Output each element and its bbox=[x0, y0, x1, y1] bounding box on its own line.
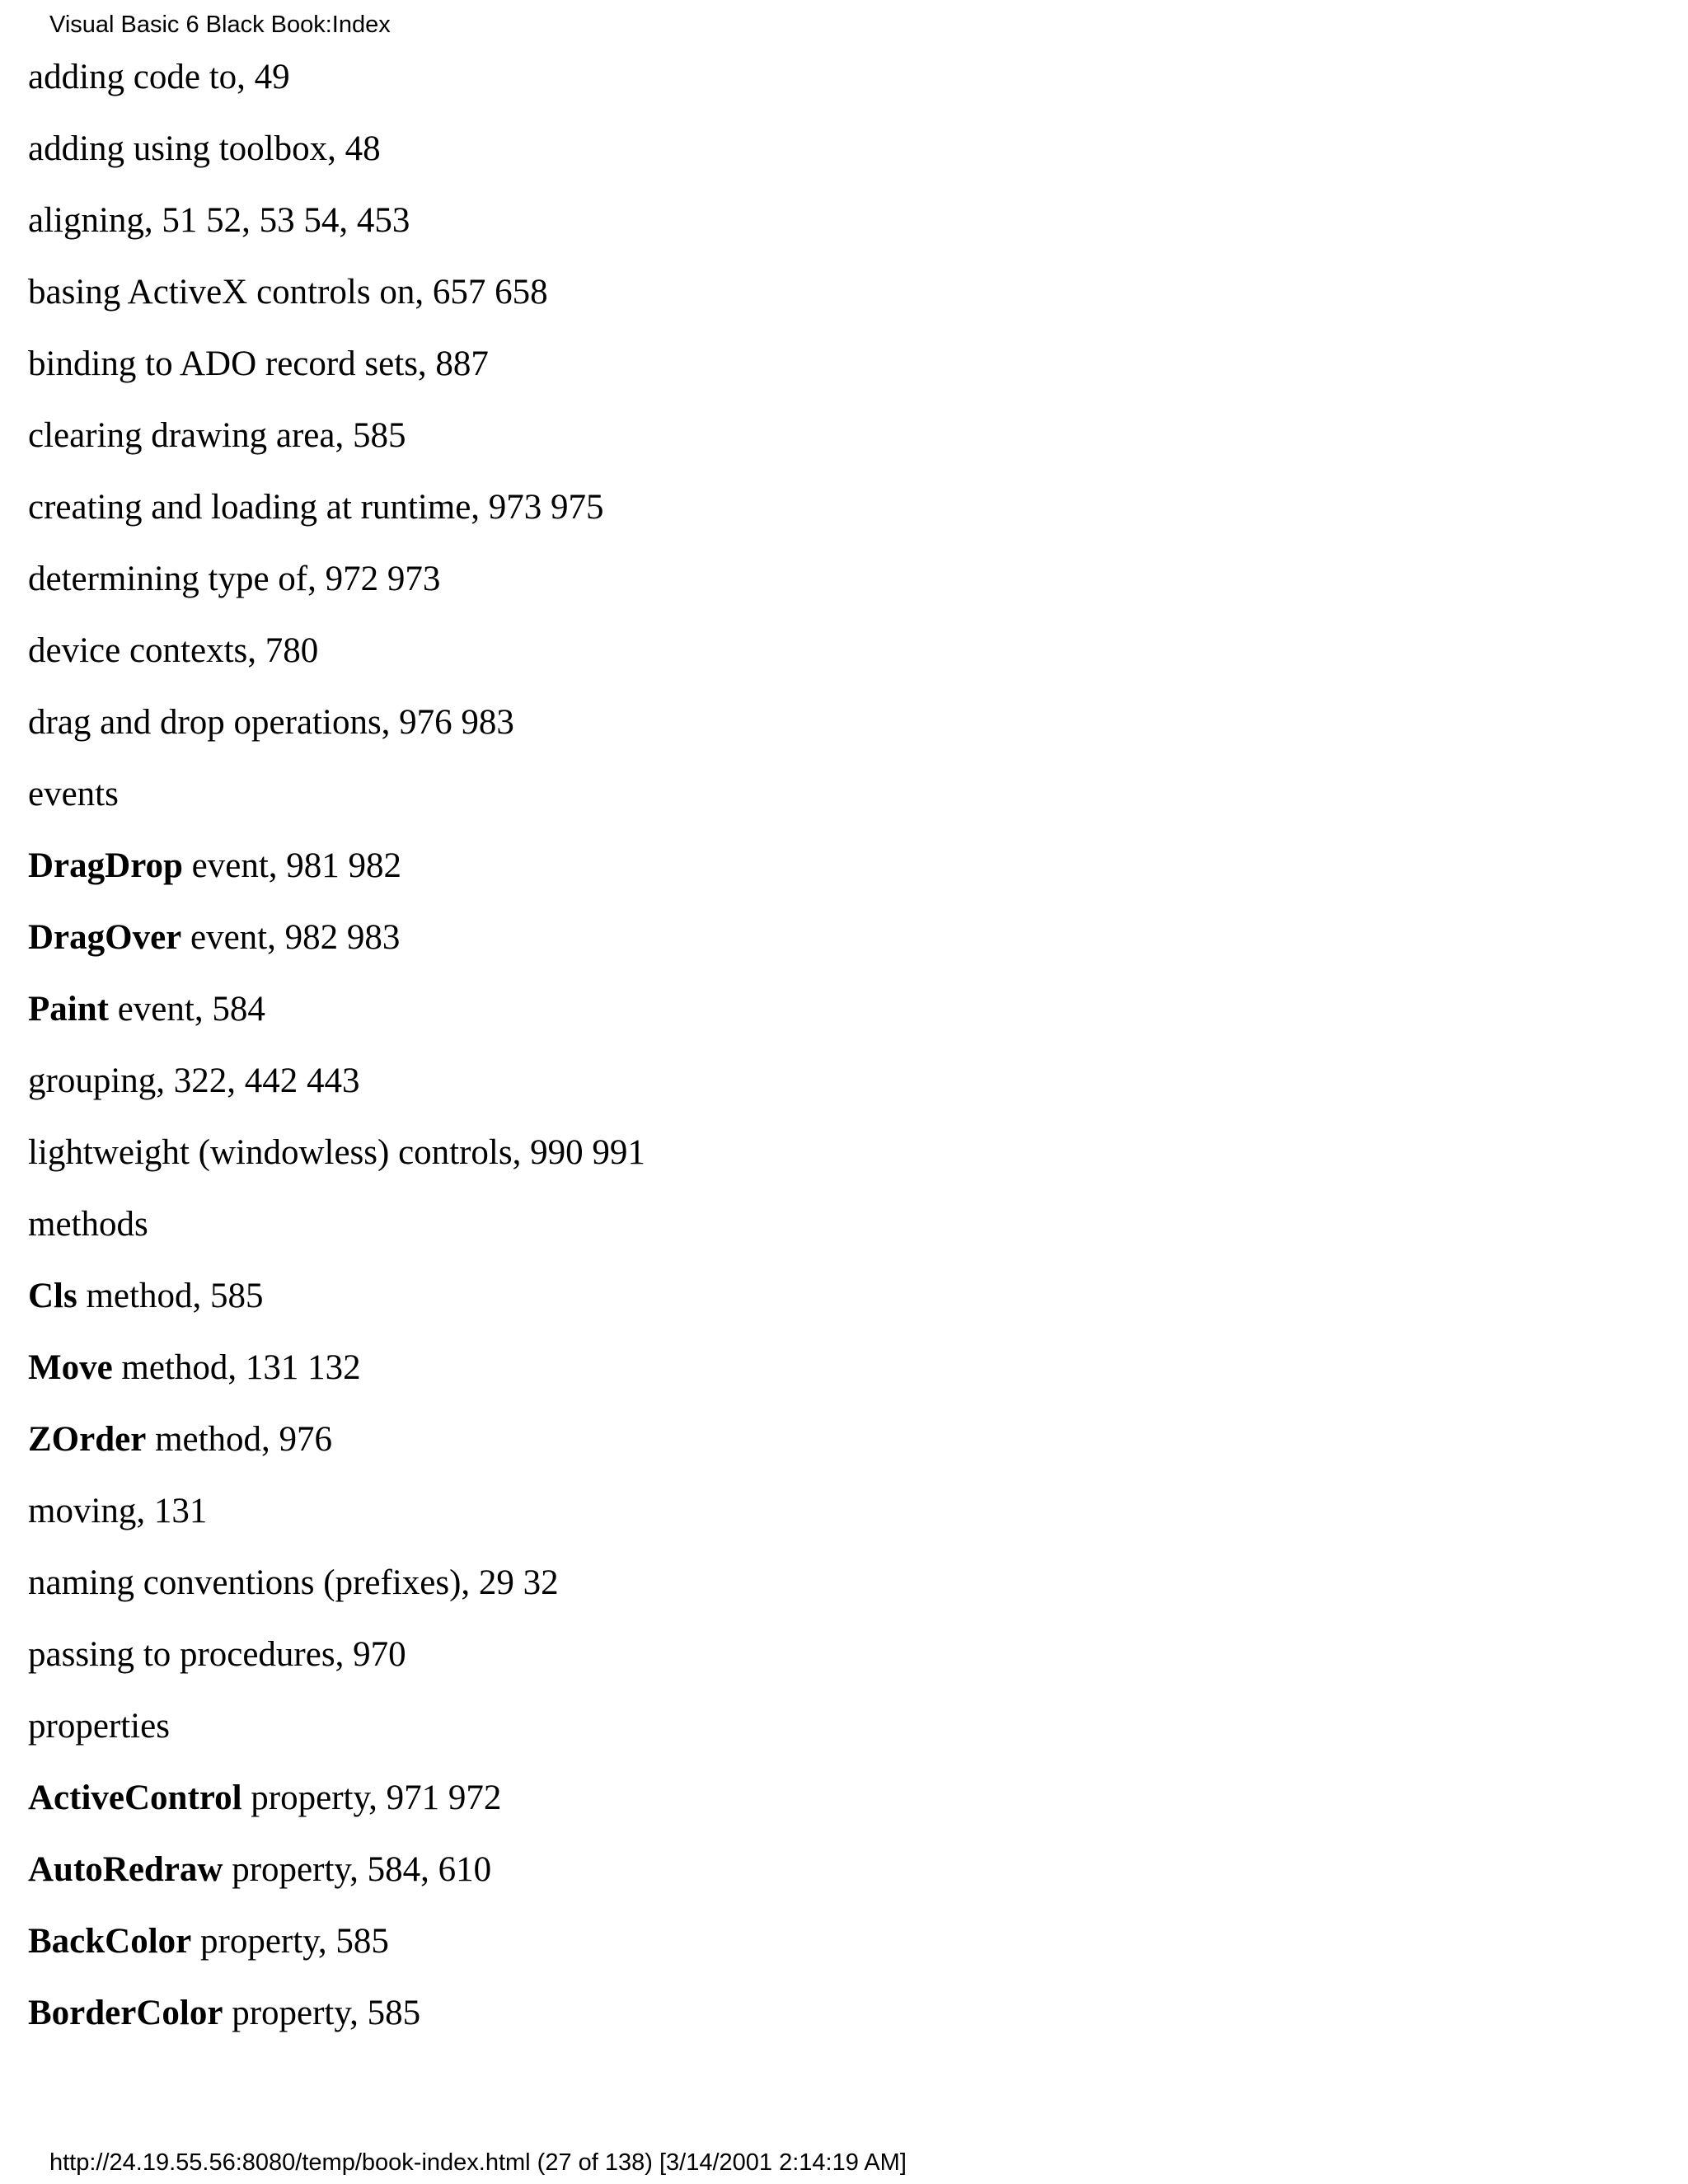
index-entry bbox=[28, 1558, 645, 1630]
index-entry-text: property, 971 972 bbox=[241, 1779, 502, 1817]
index-entry bbox=[28, 985, 645, 1057]
index-entry-text: event, 982 983 bbox=[181, 918, 401, 957]
index-entry-text: property, 585 bbox=[223, 1994, 421, 2032]
index-entry-text: naming conventions (prefixes), 29 32 bbox=[28, 1563, 559, 1602]
index-entry bbox=[28, 698, 645, 770]
index-entry-text: event, 584 bbox=[108, 990, 265, 1029]
index-entry bbox=[28, 1272, 645, 1343]
index-entry bbox=[28, 841, 645, 913]
index-term-bold: BorderColor bbox=[28, 1994, 223, 2032]
index-entry bbox=[28, 913, 645, 985]
index-entry bbox=[28, 555, 645, 626]
index-entry bbox=[28, 1917, 645, 1989]
index-entry-text: adding code to, 49 bbox=[28, 58, 290, 96]
index-term-bold: BackColor bbox=[28, 1922, 192, 1961]
index-entry bbox=[28, 1845, 645, 1917]
index-entry bbox=[28, 1415, 645, 1487]
index-term-bold: Cls bbox=[28, 1277, 77, 1315]
index-entry bbox=[28, 196, 645, 268]
index-entry bbox=[28, 1200, 645, 1272]
index-entry bbox=[28, 1989, 645, 2060]
index-entry bbox=[28, 124, 645, 196]
index-entry-text: determining type of, 972 973 bbox=[28, 560, 441, 598]
index-entry bbox=[28, 1343, 645, 1415]
index-entry bbox=[28, 1630, 645, 1702]
index-entry-text: properties bbox=[28, 1707, 170, 1746]
index-entry bbox=[28, 1128, 645, 1200]
index-term-bold: Move bbox=[28, 1348, 113, 1387]
index-entry-list bbox=[28, 53, 645, 2060]
index-entry bbox=[28, 53, 645, 124]
index-entry-text: passing to procedures, 970 bbox=[28, 1635, 406, 1674]
index-entry-text: creating and loading at runtime, 973 975 bbox=[28, 488, 604, 527]
index-entry-text: method, 976 bbox=[146, 1420, 333, 1459]
index-entry bbox=[28, 1774, 645, 1845]
index-entry-text: event, 981 982 bbox=[182, 846, 402, 885]
index-entry-text: moving, 131 bbox=[28, 1492, 208, 1530]
index-entry bbox=[28, 268, 645, 340]
index-term-bold: Paint bbox=[28, 990, 109, 1029]
index-entry bbox=[28, 483, 645, 555]
index-term-bold: AutoRedraw bbox=[28, 1850, 223, 1889]
index-entry bbox=[28, 1057, 645, 1128]
page-footer-url: http://24.19.55.56:8080/temp/book-index.html (27 of 138) [3/14/2001 2:14:19 AM] bbox=[49, 2149, 907, 2176]
index-entry-text: drag and drop operations, 976 983 bbox=[28, 703, 514, 742]
index-entry-text: device contexts, 780 bbox=[28, 631, 319, 670]
index-entry-text: method, 585 bbox=[77, 1277, 264, 1315]
index-entry bbox=[28, 1702, 645, 1774]
index-term-bold: DragDrop bbox=[28, 846, 183, 885]
index-term-bold: ActiveControl bbox=[28, 1779, 242, 1817]
index-entry bbox=[28, 411, 645, 483]
index-entry-text: events bbox=[28, 775, 119, 813]
index-entry-text: property, 585 bbox=[191, 1922, 389, 1961]
index-entry bbox=[28, 770, 645, 841]
index-entry-text: grouping, 322, 442 443 bbox=[28, 1062, 360, 1100]
index-entry-text: property, 584, 610 bbox=[223, 1850, 492, 1889]
index-entry bbox=[28, 1487, 645, 1558]
index-entry-text: adding using toolbox, 48 bbox=[28, 129, 381, 168]
index-term-bold: ZOrder bbox=[28, 1420, 147, 1459]
index-entry bbox=[28, 340, 645, 411]
page-header: Visual Basic 6 Black Book:Index bbox=[49, 12, 391, 38]
index-entry-text: method, 131 132 bbox=[112, 1348, 361, 1387]
index-entry-text: clearing drawing area, 585 bbox=[28, 416, 406, 455]
index-term-bold: DragOver bbox=[28, 918, 182, 957]
index-entry-text: basing ActiveX controls on, 657 658 bbox=[28, 273, 548, 312]
index-entry-text: lightweight (windowless) controls, 990 991 bbox=[28, 1133, 645, 1172]
index-entry-text: aligning, 51 52, 53 54, 453 bbox=[28, 201, 410, 240]
index-entry bbox=[28, 626, 645, 698]
index-entry-text: binding to ADO record sets, 887 bbox=[28, 344, 489, 383]
index-entry-text: methods bbox=[28, 1205, 148, 1244]
